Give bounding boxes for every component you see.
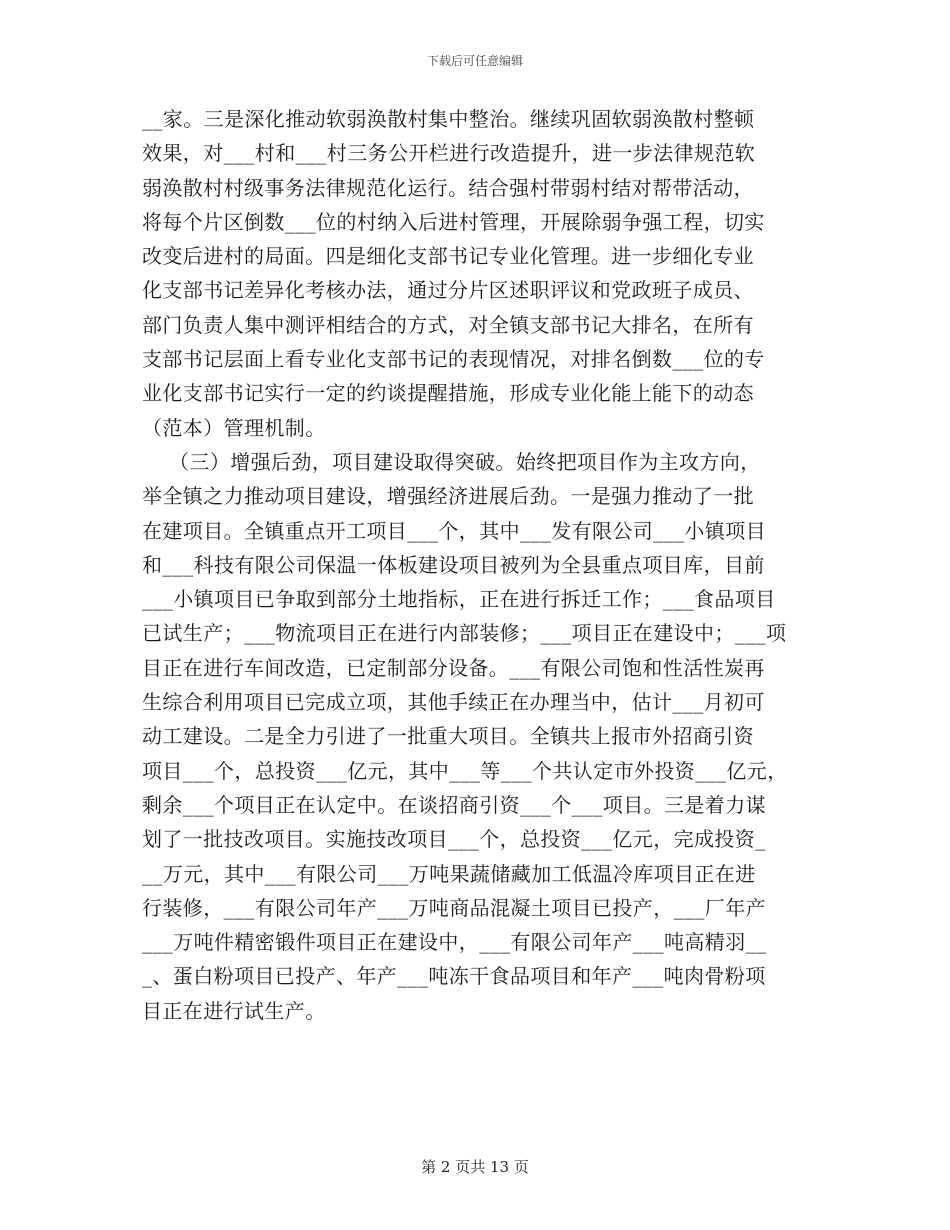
text-line: 划了一批技改项目。实施技改项目___个，总投资___亿元，完成投资_: [142, 827, 766, 852]
text-line: 效果，对___村和___村三务公开栏进行改造提升，进一步法律规范软: [142, 141, 756, 166]
text-line: （三）增强后劲，项目建设取得突破。始终把项目作为主攻方向，: [142, 449, 761, 474]
text-line: 支部书记层面上看专业化支部书记的表现情况，对排名倒数___位的专: [142, 347, 765, 372]
text-line: ___小镇项目已争取到部分土地指标，正在进行拆迁工作；___食品项目: [142, 587, 776, 612]
text-line: 动工建设。二是全力引进了一批重大项目。全镇共上报市外招商引资: [142, 724, 754, 749]
page-footer: 第 2 页共 13 页: [421, 1158, 529, 1176]
text-line: 剩余___个项目正在认定中。在谈招商引资___个___项目。三是着力谋: [142, 792, 766, 817]
text-line: ___万吨件精密锻件项目正在建设中，___有限公司年产___吨高精羽__: [142, 930, 767, 955]
text-line: 行装修，___有限公司年产___万吨商品混凝土项目已投产，___厂年产: [142, 895, 766, 920]
text-line: 化支部书记差异化考核办法，通过分片区述职评议和党政班子成员、: [142, 278, 754, 303]
text-line: 在建项目。全镇重点开工项目___个，其中___发有限公司___小镇项目: [142, 518, 766, 543]
text-line: _、蛋白粉项目已投产、年产___吨冻干食品项目和年产___吨肉骨粉项: [142, 964, 766, 989]
page-header: 下载后可任意编辑: [426, 54, 523, 68]
text-line: 部门负责人集中测评相结合的方式，对全镇支部书记大排名，在所有: [142, 312, 754, 337]
text-line: 目正在进行车间改造，已定制部分设备。___有限公司饱和性活性炭再: [142, 655, 765, 680]
text-line: （范本）管理机制。: [142, 415, 326, 440]
text-line: 和___科技有限公司保温一体板建设项目被列为全县重点项目库，目前: [142, 552, 765, 577]
text-line: 已试生产；___物流项目正在进行内部装修；___项目正在建设中；___项: [142, 621, 787, 646]
text-line: 举全镇之力推动项目建设，增强经济进展后劲。一是强力推动了一批: [142, 484, 754, 509]
text-line: 目正在进行试生产。: [142, 998, 326, 1023]
text-line: 弱涣散村村级事务法律规范化运行。结合强村带弱村结对帮带活动，: [142, 175, 754, 200]
document-body: [142, 102, 812, 1028]
text-line: 生综合利用项目已完成立项，其他手续正在办理当中，估计___月初可: [142, 690, 765, 715]
text-line: 将每个片区倒数___位的村纳入后进村管理，开展除弱争强工程，切实: [142, 209, 765, 234]
text-line: 业化支部书记实行一定的约谈提醒措施，形成专业化能上能下的动态: [142, 381, 754, 406]
text-line: 改变后进村的局面。四是细化支部书记专业化管理。进一步细化专业: [142, 244, 754, 269]
text-line: 项目___个，总投资___亿元，其中___等___个共认定市外投资___亿元，: [142, 758, 788, 783]
text-line: __家。三是深化推动软弱涣散村集中整治。继续巩固软弱涣散村整顿: [142, 107, 755, 131]
text-line: __万元，其中___有限公司___万吨果蔬储藏加工低温冷库项目正在进: [142, 861, 756, 886]
